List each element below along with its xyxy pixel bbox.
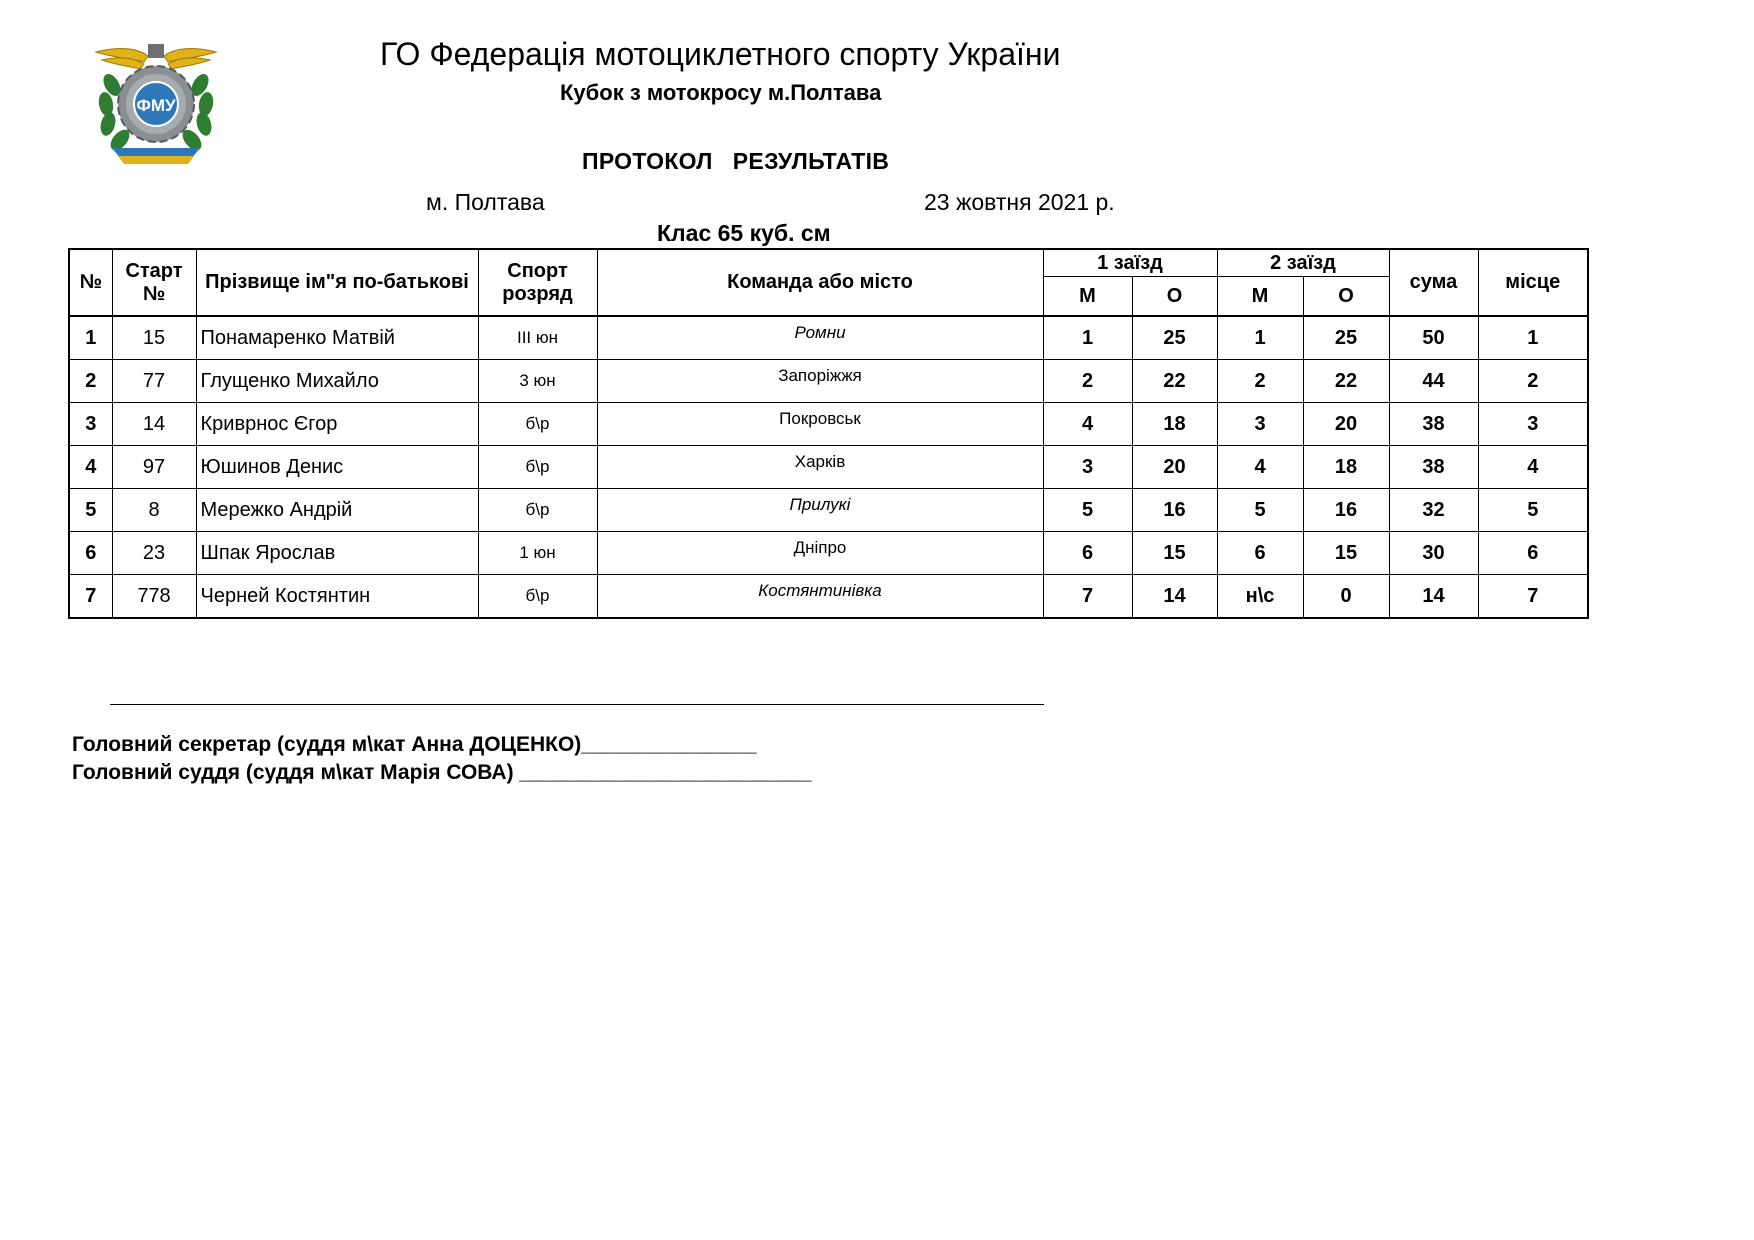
cell-m1: 4 (1043, 403, 1132, 446)
col-race1-m: М (1043, 277, 1132, 317)
cell-team: Ромни (597, 316, 1043, 360)
cell-o2: 22 (1303, 360, 1389, 403)
cell-m2: 3 (1217, 403, 1303, 446)
table-row (69, 489, 1588, 532)
cell-team: Запоріжжя (597, 360, 1043, 403)
cell-sum: 30 (1389, 532, 1478, 575)
cell-place: 6 (1478, 532, 1588, 575)
col-start: Старт № (112, 249, 196, 316)
cell-sum: 50 (1389, 316, 1478, 360)
cell-name: Шпак Ярослав (196, 532, 478, 575)
cell-o2: 20 (1303, 403, 1389, 446)
cell-o2: 18 (1303, 446, 1389, 489)
federation-logo (88, 40, 224, 166)
event-city: м. Полтава (426, 189, 545, 215)
cell-m1: 3 (1043, 446, 1132, 489)
cell-o2: 0 (1303, 575, 1389, 619)
secretary-signature: Головний секретар (суддя м\кат Анна ДОЦЕНКО)_______________ (72, 733, 757, 756)
cell-num: 4 (69, 446, 112, 489)
cell-o2: 25 (1303, 316, 1389, 360)
col-rank: Спорт розряд (478, 249, 597, 316)
cell-m1: 6 (1043, 532, 1132, 575)
cell-place: 1 (1478, 316, 1588, 360)
cell-m2: 6 (1217, 532, 1303, 575)
col-race1-o: О (1132, 277, 1217, 317)
table-row (69, 316, 1588, 360)
col-num: № (69, 249, 112, 316)
cell-o2: 15 (1303, 532, 1389, 575)
col-team: Команда або місто (597, 249, 1043, 316)
cell-place: 7 (1478, 575, 1588, 619)
protocol-title: ПРОТОКОЛ РЕЗУЛЬТАТІВ (582, 148, 890, 174)
cell-m1: 5 (1043, 489, 1132, 532)
cell-sum: 38 (1389, 446, 1478, 489)
header-row (69, 249, 1588, 277)
cell-num: 3 (69, 403, 112, 446)
cell-num: 6 (69, 532, 112, 575)
cell-place: 4 (1478, 446, 1588, 489)
cell-start: 778 (112, 575, 196, 619)
cell-sum: 14 (1389, 575, 1478, 619)
cell-o1: 22 (1132, 360, 1217, 403)
cup-title: Кубок з мотокросу м.Полтава (560, 80, 882, 105)
col-race2: 2 заїзд (1217, 249, 1389, 277)
cell-start: 97 (112, 446, 196, 489)
cell-num: 1 (69, 316, 112, 360)
cell-name: Юшинов Денис (196, 446, 478, 489)
cell-start: 8 (112, 489, 196, 532)
cell-sum: 32 (1389, 489, 1478, 532)
cell-place: 3 (1478, 403, 1588, 446)
cell-o2: 16 (1303, 489, 1389, 532)
cell-m2: 1 (1217, 316, 1303, 360)
col-race1: 1 заїзд (1043, 249, 1217, 277)
col-sum: сума (1389, 249, 1478, 316)
class-title: Клас 65 куб. см (657, 220, 831, 246)
cell-o1: 20 (1132, 446, 1217, 489)
cell-team: Костянтинівка (597, 575, 1043, 619)
col-race2-m: М (1217, 277, 1303, 317)
col-race2-o: О (1303, 277, 1389, 317)
cell-m2: н\с (1217, 575, 1303, 619)
cell-m1: 1 (1043, 316, 1132, 360)
cell-start: 77 (112, 360, 196, 403)
cell-m2: 5 (1217, 489, 1303, 532)
event-date: 23 жовтня 2021 р. (924, 189, 1115, 215)
table-row (69, 446, 1588, 489)
cell-name: Мережко Андрій (196, 489, 478, 532)
cell-team: Дніпро (597, 532, 1043, 575)
cell-num: 2 (69, 360, 112, 403)
results-table (68, 248, 1589, 619)
cell-rank: б\р (478, 403, 597, 446)
cell-name: Глущенко Михайло (196, 360, 478, 403)
cell-m2: 4 (1217, 446, 1303, 489)
cell-o1: 18 (1132, 403, 1217, 446)
col-place: місце (1478, 249, 1588, 316)
cell-team: Покровськ (597, 403, 1043, 446)
cell-num: 5 (69, 489, 112, 532)
cell-rank: б\р (478, 446, 597, 489)
cell-o1: 25 (1132, 316, 1217, 360)
cell-name: Понамаренко Матвій (196, 316, 478, 360)
cell-sum: 44 (1389, 360, 1478, 403)
cell-team: Прилукі (597, 489, 1043, 532)
cell-name: Черней Костянтин (196, 575, 478, 619)
cell-o1: 15 (1132, 532, 1217, 575)
table-row (69, 532, 1588, 575)
cell-team: Харків (597, 446, 1043, 489)
cell-m2: 2 (1217, 360, 1303, 403)
cell-rank: б\р (478, 489, 597, 532)
table-row (69, 575, 1588, 619)
cell-sum: 38 (1389, 403, 1478, 446)
cell-m1: 2 (1043, 360, 1132, 403)
cell-place: 5 (1478, 489, 1588, 532)
cell-rank: 3 юн (478, 360, 597, 403)
col-name: Прізвище ім"я по-батькові (196, 249, 478, 316)
cell-start: 14 (112, 403, 196, 446)
cell-num: 7 (69, 575, 112, 619)
cell-rank: 1 юн (478, 532, 597, 575)
table-row (69, 403, 1588, 446)
cell-m1: 7 (1043, 575, 1132, 619)
cell-start: 23 (112, 532, 196, 575)
cell-rank: б\р (478, 575, 597, 619)
table-row (69, 360, 1588, 403)
cell-start: 15 (112, 316, 196, 360)
signature-line (110, 704, 1044, 705)
cell-rank: ІІІ юн (478, 316, 597, 360)
cell-name: Криврнос Єгор (196, 403, 478, 446)
svg-text:ФМУ: ФМУ (136, 96, 176, 115)
cell-o1: 16 (1132, 489, 1217, 532)
cell-o1: 14 (1132, 575, 1217, 619)
judge-signature: Головний суддя (суддя м\кат Марія СОВА) _________________________ (72, 761, 812, 784)
cell-place: 2 (1478, 360, 1588, 403)
